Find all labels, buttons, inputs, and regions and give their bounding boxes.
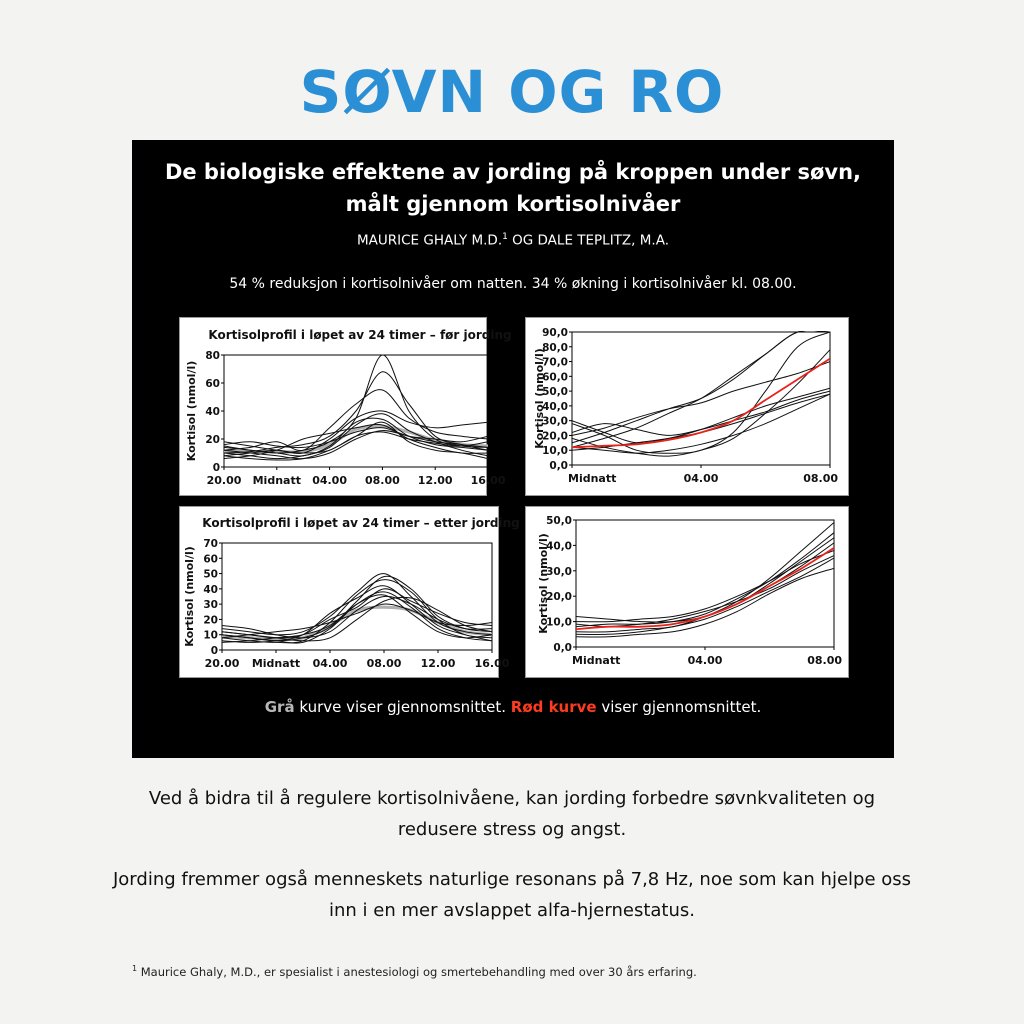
y-tick-label: 70,0 [542, 356, 568, 369]
chart-after-24h-svg [180, 507, 520, 677]
y-axis-label: Kortisol (nmol/l) [185, 360, 198, 462]
y-tick-label: 40,0 [546, 540, 572, 553]
series-group [572, 330, 830, 456]
study-panel [132, 140, 894, 758]
x-tick-label: 08.00 [366, 657, 402, 670]
study-title [132, 156, 894, 220]
series-line-1 [576, 523, 834, 632]
body-paragraph-2 [100, 864, 924, 926]
authors-footnote-marker: 1 [502, 232, 508, 242]
x-tick-label: 04.00 [312, 657, 348, 670]
x-tick-label: Midnatt [252, 474, 301, 487]
x-tick-label: 04.00 [683, 472, 719, 485]
x-tick-label: Midnatt [251, 657, 301, 670]
footnote-text: Maurice Ghaly, M.D., er spesialist i anestesiologi og smertebehandling med over 30 års erfaring. [137, 964, 697, 979]
y-tick-label: 50,0 [546, 515, 572, 527]
y-tick-label: 10,0 [546, 616, 572, 629]
y-tick-label: 10,0 [542, 445, 568, 458]
series-line-7 [572, 391, 830, 435]
y-tick-label: 30,0 [542, 415, 568, 428]
x-tick-label: 16.00 [474, 657, 510, 670]
body-paragraph-1-line-2: redusere stress og angst. [397, 819, 627, 840]
x-tick-label: 12.00 [417, 474, 453, 487]
study-authors [132, 232, 894, 249]
y-axis-label: Kortisol (nmol/l) [537, 533, 550, 634]
x-tick-label: 20.00 [204, 657, 240, 670]
x-tick-label: 12.00 [420, 657, 456, 670]
y-axis-label: Kortisol (nmol/l) [533, 348, 546, 449]
y-tick-label: 30,0 [546, 565, 572, 578]
y-tick-label: 30 [203, 599, 218, 612]
y-tick-label: 50 [203, 568, 218, 581]
y-tick-label: 50,0 [542, 386, 568, 399]
chart-title: Kortisolprofil i løpet av 24 timer – før jording [208, 328, 512, 342]
study-title-line-1: De biologiske effektene av jording på kroppen under søvn, [164, 160, 862, 184]
authors-part-2: OG DALE TEPLITZ, M.A. [507, 232, 669, 249]
legend-grey-text: kurve viser gjennomsnittet. [294, 698, 511, 716]
study-title-line-2: målt gjennom kortisolnivåer [345, 192, 681, 216]
series-line-6 [222, 592, 492, 643]
chart-before-night-svg [526, 318, 848, 495]
authors-part-1: MAURICE GHALY M.D. [357, 232, 503, 249]
body-paragraph-1 [100, 783, 924, 845]
footnote-marker: 1 [132, 964, 138, 973]
legend-red-text: viser gjennomsnittet. [596, 698, 762, 716]
y-tick-label: 60,0 [542, 371, 568, 384]
x-tick-label: 20.00 [206, 474, 242, 487]
y-tick-label: 80 [205, 350, 220, 362]
y-tick-label: 0,0 [549, 460, 568, 472]
y-tick-label: 0 [212, 462, 220, 474]
x-tick-label: Midnatt [572, 654, 621, 667]
chart-after-night [525, 506, 849, 678]
legend-red-word: Rød kurve [510, 698, 597, 716]
average-line [576, 548, 834, 629]
chart-after-24h [179, 506, 520, 678]
y-tick-label: 20,0 [542, 430, 568, 443]
y-tick-label: 60 [203, 553, 218, 566]
y-tick-label: 70 [203, 538, 218, 550]
y-tick-label: 10 [203, 629, 218, 642]
x-tick-label: 08.00 [365, 474, 400, 487]
y-tick-label: 20,0 [546, 591, 572, 604]
series-line-4 [224, 411, 488, 456]
footnote [132, 964, 932, 979]
series-group [576, 523, 834, 638]
legend-grey-word: Grå [264, 698, 295, 716]
chart-legend-note [132, 698, 894, 716]
chart-title: Kortisolprofil i løpet av 24 timer – etter jording [202, 516, 520, 530]
y-axis-label: Kortisol (nmol/l) [183, 546, 196, 647]
series-line-2 [576, 533, 834, 627]
x-tick-label: 16.00 [470, 474, 506, 487]
y-tick-label: 40 [205, 406, 220, 418]
y-tick-label: 0,0 [553, 642, 572, 654]
body-paragraph-1-line-1: Ved å bidra til å regulere kortisolnivåene, kan jording forbedre søvnkvaliteten og [148, 788, 876, 809]
y-tick-label: 60 [205, 378, 220, 390]
x-tick-label: 08.00 [803, 472, 838, 485]
series-line-3 [576, 543, 834, 622]
y-tick-label: 80,0 [542, 341, 568, 354]
y-tick-label: 20 [205, 434, 220, 446]
series-group [224, 355, 488, 460]
chart-before-24h [179, 317, 512, 496]
chart-before-night [525, 317, 849, 496]
page-title: SØVN OG RO [299, 58, 725, 126]
chart-after-night-svg [526, 507, 848, 677]
plot-frame [576, 520, 834, 647]
body-paragraph-2-line-2: inn i en mer avslappet alfa-hjernestatus. [329, 900, 695, 921]
study-summary: 54 % reduksjon i kortisolnivåer om natten. 34 % økning i kortisolnivåer kl. 08.00. [229, 276, 797, 292]
y-tick-label: 90,0 [542, 327, 568, 339]
y-tick-label: 40,0 [542, 400, 568, 413]
x-tick-label: Midnatt [568, 472, 617, 485]
series-line-7 [222, 596, 492, 638]
x-tick-label: 04.00 [312, 474, 347, 487]
series-group [222, 574, 492, 644]
x-tick-label: 04.00 [687, 654, 723, 667]
series-line-8 [572, 388, 830, 443]
y-tick-label: 20 [203, 614, 218, 627]
y-tick-label: 40 [203, 583, 218, 596]
y-tick-label: 0 [210, 645, 218, 657]
body-paragraph-2-line-1: Jording fremmer også menneskets naturlige resonans på 7,8 Hz, noe som kan hjelpe oss [112, 869, 912, 890]
x-tick-label: 08.00 [807, 654, 842, 667]
chart-before-24h-svg [180, 318, 512, 495]
